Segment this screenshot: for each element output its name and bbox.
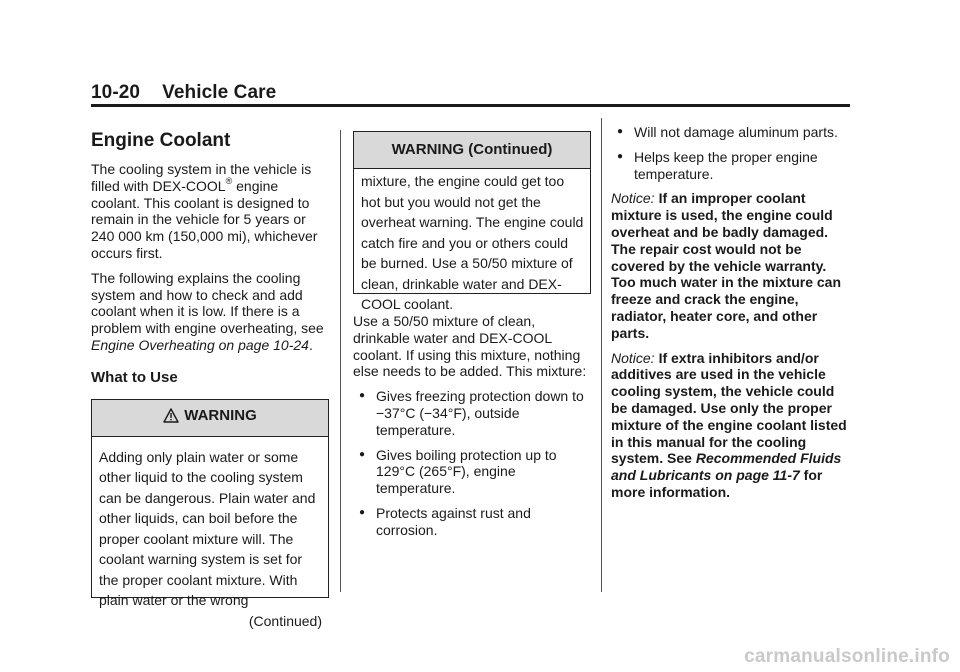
watermark-text: carmanualsonline.info — [744, 646, 950, 667]
warning-title: WARNING — [184, 406, 257, 424]
bullet-icon: ● — [617, 150, 624, 162]
notice-extra-inhibitors: Notice: If extra inhibitors and/or additives are used in the vehicle cooling system, the vehicle could be damaged. Use only the proper mixture of the engine coolant listed in this manual for the cooling system. See Recommended Fluids and Lubricants on page 11-7 for more information. — [611, 349, 847, 500]
warning-triangle-icon — [163, 408, 179, 428]
warning-box — [91, 399, 329, 629]
explain-paragraph: The following explains the cooling system and how to check and add coolant when it is low. If there is a problem with engine overheating, see Engine Overheating on page 10-24. — [91, 269, 324, 353]
warning-continued-box — [353, 131, 591, 312]
mixture-benefits-list — [353, 388, 591, 538]
registered-mark: ® — [225, 176, 233, 187]
notice-improper-mixture: Notice: If an improper coolant mixture is used, the engine could overheat and be badly damaged. The repair cost would not be covered by the vehicle warranty. Too much water in the mixture can freeze and crack the engine, radiator, heater core, and other parts. — [611, 190, 842, 341]
more-benefits-list — [611, 124, 851, 182]
continued-label: (Continued) — [248, 612, 322, 629]
list-item: ● Gives boiling protection up to 129°C (265°F), engine temperature. — [359, 446, 557, 497]
page-number: 10-20 — [91, 82, 141, 103]
bullet-icon: ● — [617, 126, 624, 137]
list-item: ● Protects against rust and corrosion. — [359, 504, 531, 538]
list-item: ● Gives freezing protection down to −37°C (−34°F), outside temperature. — [359, 388, 584, 438]
bullet-icon: ● — [359, 390, 366, 402]
column-divider-1 — [340, 130, 341, 592]
bullet-icon: ● — [359, 506, 366, 518]
cross-reference-link[interactable]: Engine Overheating on page 10-24 — [91, 336, 309, 353]
intro-paragraph: The cooling system in the vehicle is filled with DEX-COOL® engine coolant. This coolant is designed to remain in the vehicle for 5 years or 240 000 km (150,000 mi), whichever occurs first. — [91, 161, 318, 261]
column-3 — [611, 124, 851, 509]
section-title: Vehicle Care — [162, 82, 277, 103]
header-rule — [91, 104, 850, 107]
list-item: ● Will not damage aluminum parts. — [617, 124, 838, 140]
warning-header — [92, 400, 328, 437]
column-1 — [91, 130, 331, 629]
warning-text: Adding only plain water or some other liquid to the cooling system can be dangerous. Plain water and other liquids, can boil before the proper coolant mixture will. The coolant warning system is set for the proper coolant mixture. With plain water or the wrong — [99, 448, 316, 609]
column-2 — [353, 131, 591, 547]
cross-reference-link[interactable]: Recommended Fluids and Lubricants on page 11-7 — [611, 450, 842, 484]
warning-continued-header: WARNING (Continued) — [354, 132, 590, 169]
mixture-paragraph: Use a 50/50 mixture of clean, drinkable water and DEX-COOL coolant. If using this mixture, nothing else needs to be added. This mixture: — [353, 313, 587, 380]
bullet-icon: ● — [359, 448, 366, 460]
subheading-what-to-use: What to Use — [91, 368, 178, 386]
column-divider-2 — [601, 118, 602, 592]
warning-body — [92, 437, 328, 638]
section-heading: Engine Coolant — [91, 130, 231, 151]
page-header — [91, 82, 276, 104]
warning-continued-body: mixture, the engine could get too hot but you would not get the overheat warning. The engine could catch fire and you or others could be burned. Use a 50/50 mixture of clean, drinkable water and DEX-COOL coolant. — [361, 173, 584, 312]
list-item: ● Helps keep the proper engine temperature. — [617, 148, 818, 182]
